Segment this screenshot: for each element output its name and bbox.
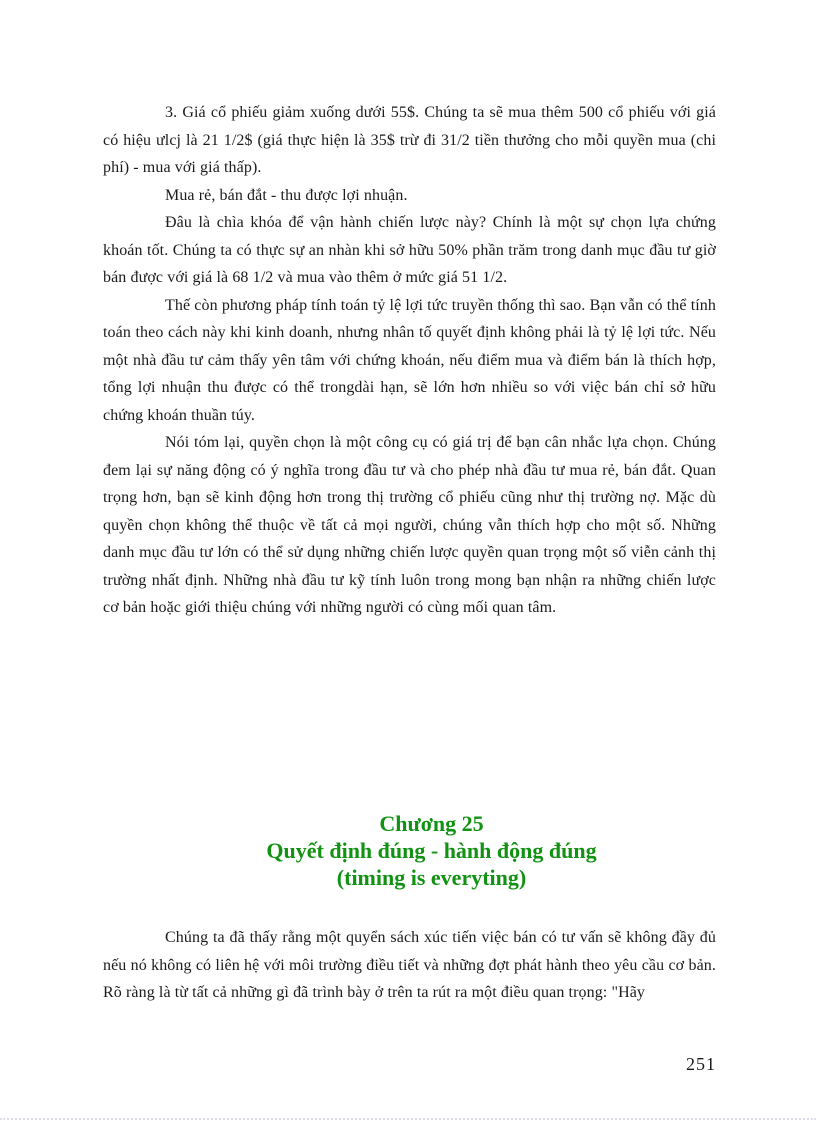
chapter-heading	[125, 810, 738, 891]
paragraph: Nói tóm lại, quyền chọn là một công cụ có giá trị để bạn cân nhắc lựa chọn. Chúng đem lại sự năng động có ý nghĩa trong đầu tư và cho phép nhà đầu tư mua rẻ, bán đắt. Quan trọng hơn, bạn sẽ kinh động hơn trong thị trường cổ phiếu cũng như thị trường nợ. Mặc dù quyền chọn không thể thuộc về tất cả mọi người, chúng vẫn thích hợp cho một số. Những danh mục đầu tư lớn có thể sử dụng những chiến lược quyền quan trọng một số viễn cảnh thị trường nhất định. Những nhà đầu tư kỹ tính luôn trong mong bạn nhận ra những chiến lược cơ bản hoặc giới thiệu chúng với những người có cùng mối quan tâm.	[103, 434, 716, 616]
paragraph: Chúng ta đã thấy rằng một quyển sách xúc tiến việc bán có tư vấn sẽ không đầy đủ nếu nó không có liên hệ với môi trường điều tiết và những đợt phát hành theo yêu cầu cơ bản. Rõ ràng là từ tất cả những gì đã trình bày ở trên ta rút ra một điều quan trọng: "Hãy	[103, 929, 716, 1001]
paragraph: Đâu là chìa khóa để vận hành chiến lược này? Chính là một sự chọn lựa chứng khoán tốt. Chúng ta có thực sự an nhàn khi sở hữu 50% phần trăm trong danh mục đầu tư giờ bán được với giá là 68 1/2 và mua vào thêm ở mức giá 51 1/2.	[103, 214, 716, 286]
main-text-block	[103, 99, 716, 622]
after-heading-text-block	[103, 924, 716, 1007]
chapter-title: Quyết định đúng - hành động đúng	[266, 838, 597, 863]
page-number: 251	[686, 1054, 716, 1074]
paragraph: Thế còn phương pháp tính toán tỷ lệ lợi tức truyền thống thì sao. Bạn vẫn có thể tính toán theo cách này khi kinh doanh, nhưng nhân tố quyết định không phải là tỷ lệ lợi tức. Nếu một nhà đầu tư cảm thấy yên tâm với chứng khoán, nếu điểm mua và điểm bán là thích hợp, tổng lợi nhuận thu được có thể trongdài hạn, sẽ lớn hơn nhiều so với việc bán chỉ sở hữu chứng khoán thuần túy.	[103, 296, 716, 424]
chapter-subtitle: (timing is everyting)	[336, 865, 527, 890]
paragraph: Mua rẻ, bán đắt - thu được lợi nhuận.	[165, 186, 408, 204]
chapter-number: Chương 25	[379, 811, 484, 836]
paragraph: 3. Giá cổ phiếu giảm xuống dưới 55$. Chúng ta sẽ mua thêm 500 cổ phiếu với giá có hiệu ưlcj là 21 1/2$ (giá thực hiện là 35$ trừ đi 31/2 tiền thưởng cho mỗi quyền mua (chi phí) - mua với giá thấp).	[103, 104, 716, 176]
scan-edge-dotted-line	[0, 1118, 816, 1120]
